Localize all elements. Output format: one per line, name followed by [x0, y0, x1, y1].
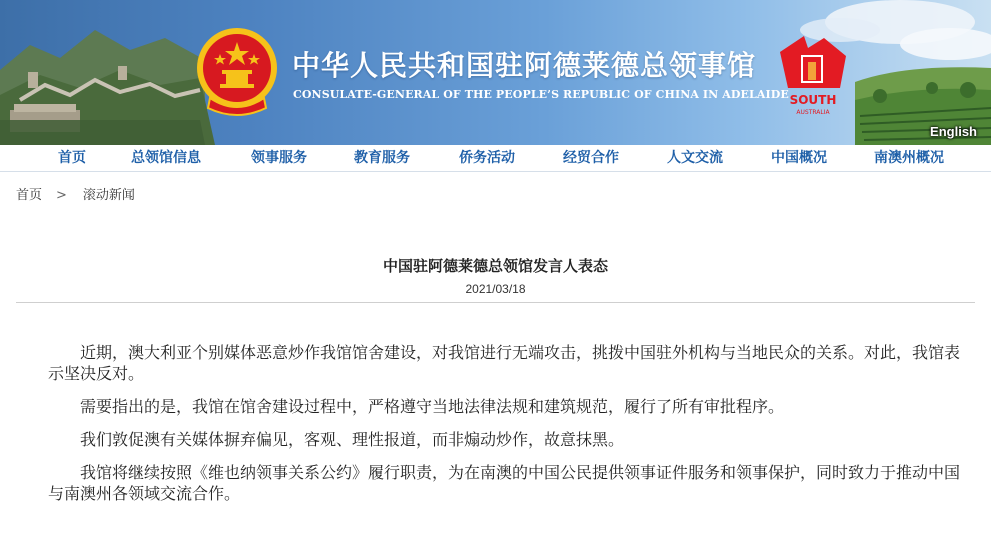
nav-item-consular-services[interactable]: 领事服务: [251, 150, 307, 166]
nav-item-home[interactable]: 首页: [58, 150, 86, 166]
nav-item-consulate-info[interactable]: 总领馆信息: [131, 150, 201, 166]
sa-logo-line2: AUSTRALIA: [796, 109, 830, 116]
main-nav: [0, 145, 991, 172]
consulate-title: 中华人民共和国驻阿德莱德总领事馆: [292, 49, 757, 82]
article-date: 2021/03/18: [465, 282, 526, 296]
article-paragraph: 需要指出的是，我馆在馆舍建设过程中，严格遵守当地法律法规和建筑规范，履行了所有审批程序。: [80, 397, 785, 416]
nav-item-economy-trade[interactable]: 经贸合作: [563, 150, 619, 166]
nav-item-education-services[interactable]: 教育服务: [354, 150, 410, 166]
national-emblem-icon: [196, 24, 278, 118]
title-divider: [16, 302, 975, 303]
south-australia-logo: [774, 30, 852, 116]
breadcrumb-home-link[interactable]: 首页: [16, 188, 43, 203]
article-paragraph: 我馆将继续按照《维也纳领事关系公约》履行职责，为在南澳的中国公民提供领事证件服务和领事保护，同时致力于推动中国与南澳州各领域交流合作。: [48, 463, 961, 503]
breadcrumb-current-link[interactable]: 滚动新闻: [82, 188, 135, 203]
sa-logo-line1: SOUTH: [789, 93, 837, 107]
nav-item-south-australia-overview[interactable]: 南澳州概况: [874, 150, 944, 166]
nav-item-overseas-chinese[interactable]: 侨务活动: [459, 150, 515, 166]
article-body: [48, 342, 960, 516]
article-paragraph: 近期，澳大利亚个别媒体恶意炒作我馆馆舍建设，对我馆进行无端攻击，挑拨中国驻外机构与当地民众的关系。对此，我馆表示坚决反对。: [48, 343, 961, 383]
article-paragraph: 我们敦促澳有关媒体摒弃偏见，客观、理性报道，而非煽动炒作，故意抹黑。: [80, 430, 625, 449]
article-title: 中国驻阿德莱德总领馆发言人表态: [382, 257, 608, 275]
nav-item-people-exchange[interactable]: 人文交流: [667, 150, 723, 166]
breadcrumb-separator: >: [56, 188, 67, 203]
nav-item-china-overview[interactable]: 中国概况: [771, 150, 827, 166]
consulate-title-english: CONSULATE-GENERAL OF THE PEOPLE’S REPUBLIC OF CHINA IN ADELAIDE: [293, 88, 789, 101]
breadcrumb: [16, 187, 135, 205]
english-language-link[interactable]: English: [930, 124, 977, 139]
site-banner: [0, 0, 991, 145]
